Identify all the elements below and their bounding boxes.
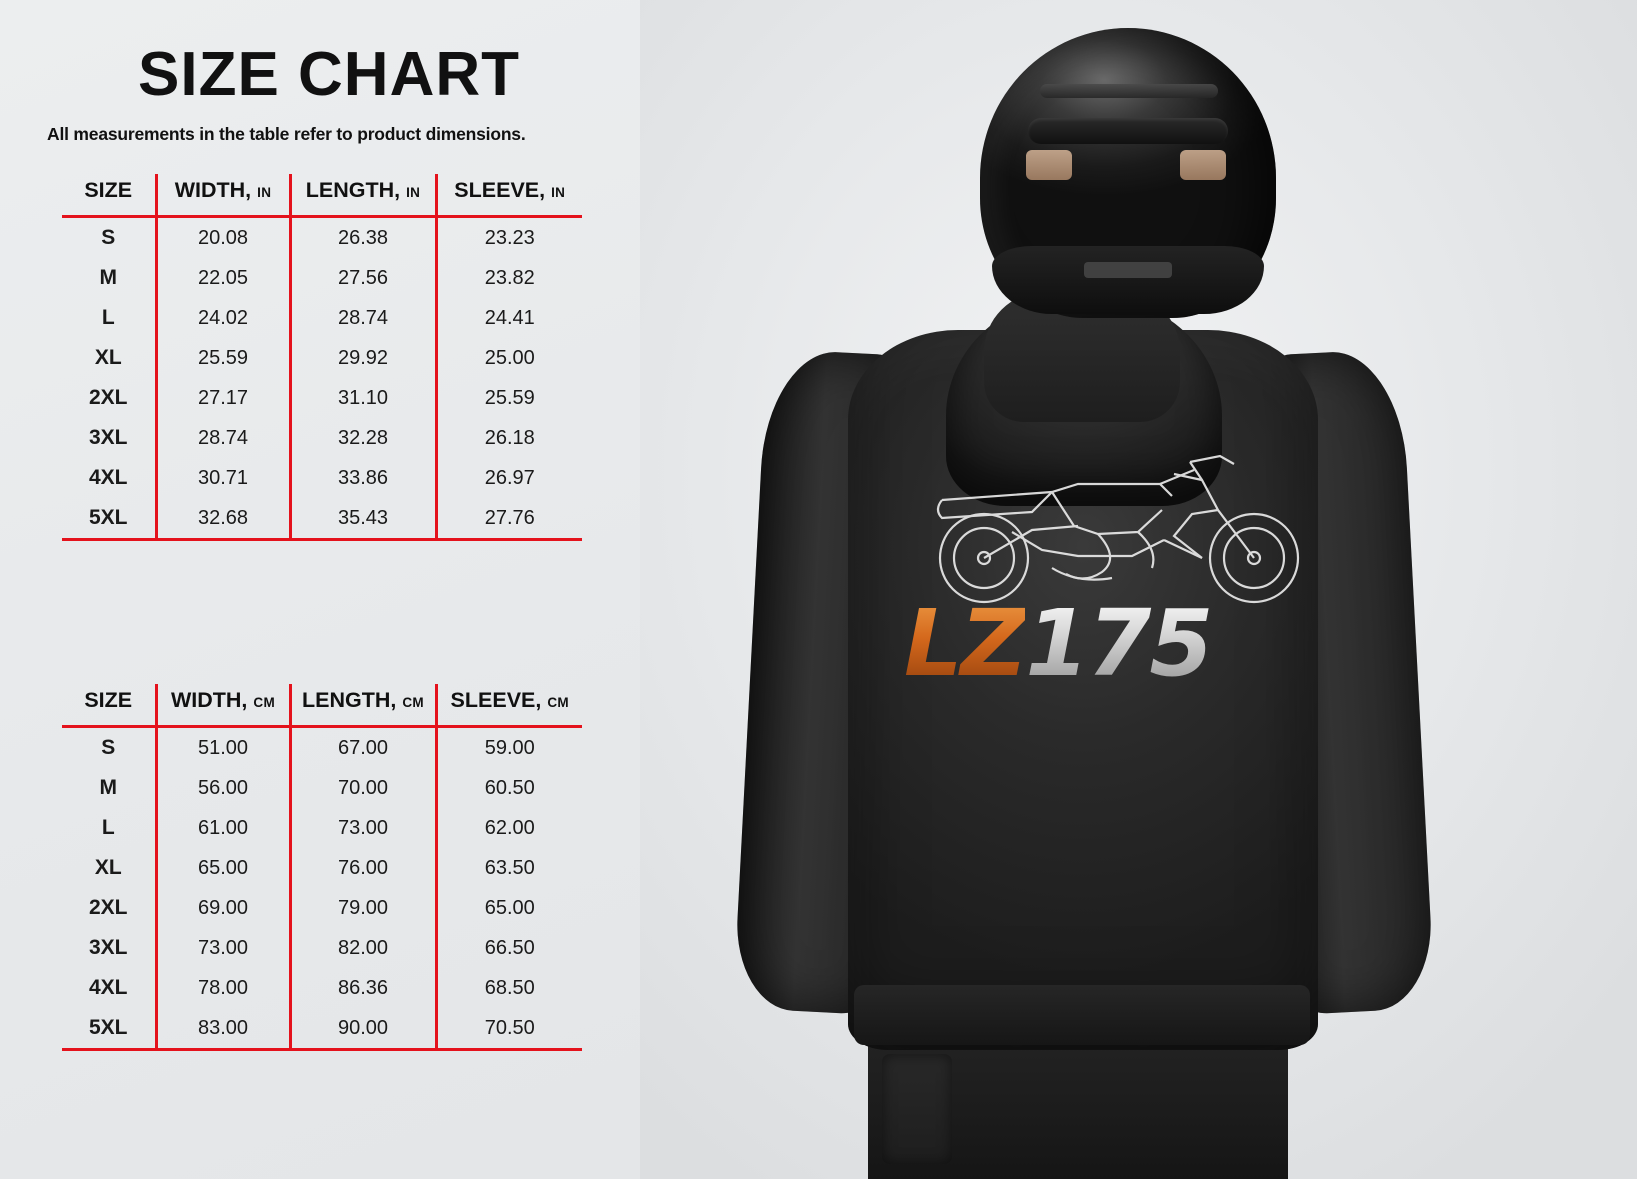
cell-width: 83.00: [156, 1008, 290, 1050]
cell-length: 32.28: [290, 418, 436, 458]
table-header-row: [62, 684, 582, 727]
cell-length: 28.74: [290, 298, 436, 338]
back-print: [902, 440, 1338, 700]
cell-size: 4XL: [62, 458, 156, 498]
helmet-cheek-pad-left: [1026, 150, 1072, 180]
page-title: SIZE CHART: [138, 40, 520, 109]
cell-length: 70.00: [290, 768, 436, 808]
cell-sleeve: 62.00: [484, 816, 535, 839]
table-row: [62, 888, 582, 928]
size-table-centimeters: [62, 684, 582, 1051]
cell-length: 26.38: [290, 217, 436, 259]
cell-size: 2XL: [62, 378, 156, 418]
table-row: [62, 928, 582, 968]
table-row: [62, 418, 582, 458]
column-header-length-label: LENGTH,: [302, 688, 397, 712]
cell-sleeve: 23.23: [484, 226, 535, 249]
cell-size: L: [62, 298, 156, 338]
column-header-size-label: SIZE: [84, 688, 133, 712]
print-text-secondary: 175: [1025, 590, 1212, 697]
cell-width: 30.71: [156, 458, 290, 498]
column-header-sleeve-unit: CM: [547, 695, 569, 710]
cell-sleeve: 70.50: [436, 1008, 582, 1050]
size-table-inches: [62, 174, 582, 541]
cell-width: 61.00: [156, 808, 290, 848]
table-row: [62, 498, 582, 540]
cell-width: 28.74: [156, 418, 290, 458]
cell-sleeve: 59.00: [484, 736, 535, 759]
print-text-primary: LZ: [904, 590, 1026, 697]
cell-length: 90.00: [290, 1008, 436, 1050]
back-print-text: [904, 590, 1344, 697]
cell-sleeve: 68.50: [484, 976, 535, 999]
cell-size: 3XL: [62, 418, 156, 458]
cell-size: 3XL: [62, 928, 156, 968]
cell-width: 20.08: [156, 217, 290, 259]
column-header-sleeve: [436, 174, 582, 217]
cell-length: 82.00: [290, 928, 436, 968]
column-header-sleeve: [436, 684, 582, 727]
cell-sleeve: 26.18: [484, 426, 535, 449]
cell-sleeve: 60.50: [484, 776, 535, 799]
table-row: [62, 298, 582, 338]
size-chart-panel: [0, 0, 640, 1179]
helmet-chin-bar: [992, 246, 1264, 314]
cell-sleeve: 24.41: [484, 306, 535, 329]
cell-size: S: [62, 727, 156, 769]
column-header-length-label: LENGTH,: [305, 178, 401, 202]
cell-sleeve: 23.82: [484, 266, 535, 289]
cell-sleeve: 65.00: [484, 896, 535, 919]
hoodie-hem: [854, 985, 1310, 1045]
cell-length: 79.00: [290, 888, 436, 928]
column-header-length-unit: IN: [406, 185, 421, 200]
table-row: [62, 458, 582, 498]
helmet-visor: [1028, 118, 1228, 144]
cell-sleeve: 27.76: [436, 498, 582, 540]
cell-length: 27.56: [290, 258, 436, 298]
chart-subtitle: All measurements in the table refer to product dimensions.: [47, 124, 526, 144]
cell-width: 51.00: [156, 727, 290, 769]
cell-size: 2XL: [62, 888, 156, 928]
column-header-width: [156, 684, 290, 727]
column-header-sleeve-label: SLEEVE,: [450, 688, 542, 712]
cell-size: S: [62, 217, 156, 259]
cell-sleeve: 26.97: [484, 466, 535, 489]
table-row: [62, 768, 582, 808]
cell-sleeve: 63.50: [484, 856, 535, 879]
cell-width: 25.59: [156, 338, 290, 378]
cell-length: 31.10: [290, 378, 436, 418]
cell-size: 5XL: [62, 1008, 156, 1050]
column-header-width-label: WIDTH,: [174, 178, 252, 202]
cell-width: 27.17: [156, 378, 290, 418]
column-header-width: [156, 174, 290, 217]
table-row: [62, 338, 582, 378]
table-row: [62, 848, 582, 888]
cell-width: 73.00: [156, 928, 290, 968]
table-header-row: [62, 174, 582, 217]
cell-sleeve: 25.59: [484, 386, 535, 409]
column-header-sleeve-label: SLEEVE,: [454, 178, 546, 202]
cell-width: 56.00: [156, 768, 290, 808]
helmet-chin-strap-clip: [1084, 262, 1172, 278]
cell-length: 67.00: [290, 727, 436, 769]
cell-size: 4XL: [62, 968, 156, 1008]
cell-size: XL: [62, 848, 156, 888]
helmet-top-vent-icon: [1040, 84, 1218, 98]
cell-width: 78.00: [156, 968, 290, 1008]
cell-width: 24.02: [156, 298, 290, 338]
cell-length: 76.00: [290, 848, 436, 888]
table-row: [62, 808, 582, 848]
column-header-size: [62, 684, 156, 727]
column-header-width-unit: IN: [257, 185, 272, 200]
cell-sleeve: 25.00: [484, 346, 535, 369]
cell-length: 33.86: [290, 458, 436, 498]
column-header-width-label: WIDTH,: [170, 688, 248, 712]
table-row: [62, 968, 582, 1008]
cell-size: L: [62, 808, 156, 848]
column-header-length-unit: CM: [402, 695, 424, 710]
cell-size: XL: [62, 338, 156, 378]
table-row: [62, 258, 582, 298]
column-header-size-label: SIZE: [84, 178, 133, 202]
cell-width: 65.00: [156, 848, 290, 888]
column-header-width-unit: CM: [253, 695, 276, 710]
table-row: [62, 217, 582, 259]
cell-length: 29.92: [290, 338, 436, 378]
column-header-length: [290, 174, 436, 217]
motorcycle-line-art-icon: [902, 440, 1338, 610]
cell-size: 5XL: [62, 498, 156, 540]
table-row: [62, 1008, 582, 1050]
column-header-length: [290, 684, 436, 727]
table-row: [62, 378, 582, 418]
cell-width: 69.00: [156, 888, 290, 928]
cell-size: M: [62, 768, 156, 808]
cell-length: 86.36: [290, 968, 436, 1008]
cell-width: 32.68: [156, 498, 290, 540]
cell-width: 22.05: [156, 258, 290, 298]
column-header-sleeve-unit: IN: [551, 185, 566, 200]
helmet-cheek-pad-right: [1180, 150, 1226, 180]
cell-length: 35.43: [290, 498, 436, 540]
cell-size: M: [62, 258, 156, 298]
cell-sleeve: 66.50: [484, 936, 535, 959]
cell-length: 73.00: [290, 808, 436, 848]
product-photo: [640, 0, 1637, 1179]
column-header-size: [62, 174, 156, 217]
table-row: [62, 727, 582, 769]
